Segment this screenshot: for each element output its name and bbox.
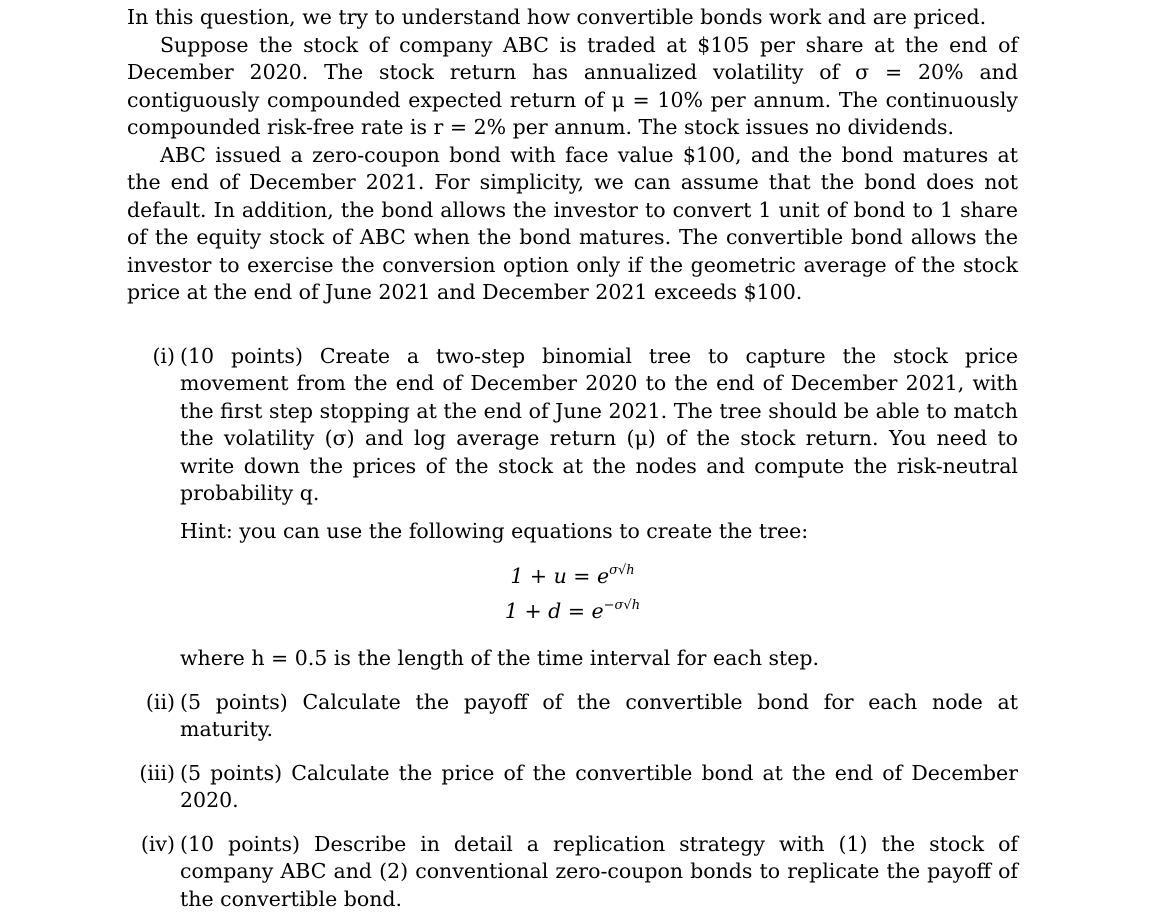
- where-text: where h = 0.5 is the length of the time interval for each step.: [127, 645, 1018, 673]
- tree-equations: [127, 559, 1018, 629]
- item-number: (iv): [127, 831, 175, 859]
- question-item-iii: [127, 760, 1018, 815]
- item-text: (10 points) Describe in detail a replication strategy with (1) the stock of company ABC and (2) conventional zero-coupon bonds to replicate the payoff of the convertible bond.: [180, 832, 1018, 911]
- question-item-iv: [127, 831, 1018, 913]
- item-number: (i): [127, 343, 175, 371]
- question-list: [127, 343, 1018, 913]
- hint-text: Hint: you can use the following equations to create the tree:: [127, 518, 1018, 546]
- item-number: (ii): [127, 689, 175, 717]
- question-item-ii: [127, 689, 1018, 744]
- item-number: (iii): [127, 760, 175, 788]
- equation-down: $1 + d = e^{-\sigma√h}$: [127, 594, 1018, 629]
- item-text: (10 points) Create a two-step binomial tree to capture the stock price movement from the end of December 2020 to the end of December 2021, with the first step stopping at the end of June 2021. The tree should be able to match the volatility (σ) and log average return (μ) of the stock return. You need to write down the prices of the stock at the nodes and compute the risk-neutral probability q.: [180, 344, 1018, 506]
- bond-description-paragraph: ABC issued a zero-coupon bond with face value $100, and the bond matures at the end of December 2021. For simplicity, we can assume that the bond does not default. In addition, the bond allows the investor to convert 1 unit of bond to 1 share of the equity stock of ABC when the bond matures. The convertible bond allows the investor to exercise the conversion option only if the geometric average of the stock price at the end of June 2021 and December 2021 exceeds $100.: [127, 142, 1018, 307]
- stock-description-paragraph: Suppose the stock of company ABC is traded at $105 per share at the end of December 2020. The stock return has annualized volatility of σ = 20% and contiguously compounded expected return of μ = 10% per annum. The continuously compounded risk-free rate is r = 2% per annum. The stock issues no dividends.: [127, 32, 1018, 142]
- question-item-i: [127, 343, 1018, 508]
- item-text: (5 points) Calculate the payoff of the convertible bond for each node at maturity.: [180, 690, 1018, 742]
- intro-paragraph: In this question, we try to understand how convertible bonds work and are priced.: [127, 4, 1018, 32]
- item-text: (5 points) Calculate the price of the convertible bond at the end of December 2020.: [180, 761, 1018, 813]
- equation-up: $1 + u = e^{\sigma√h}$: [127, 559, 1018, 594]
- question-document: [127, 4, 1018, 913]
